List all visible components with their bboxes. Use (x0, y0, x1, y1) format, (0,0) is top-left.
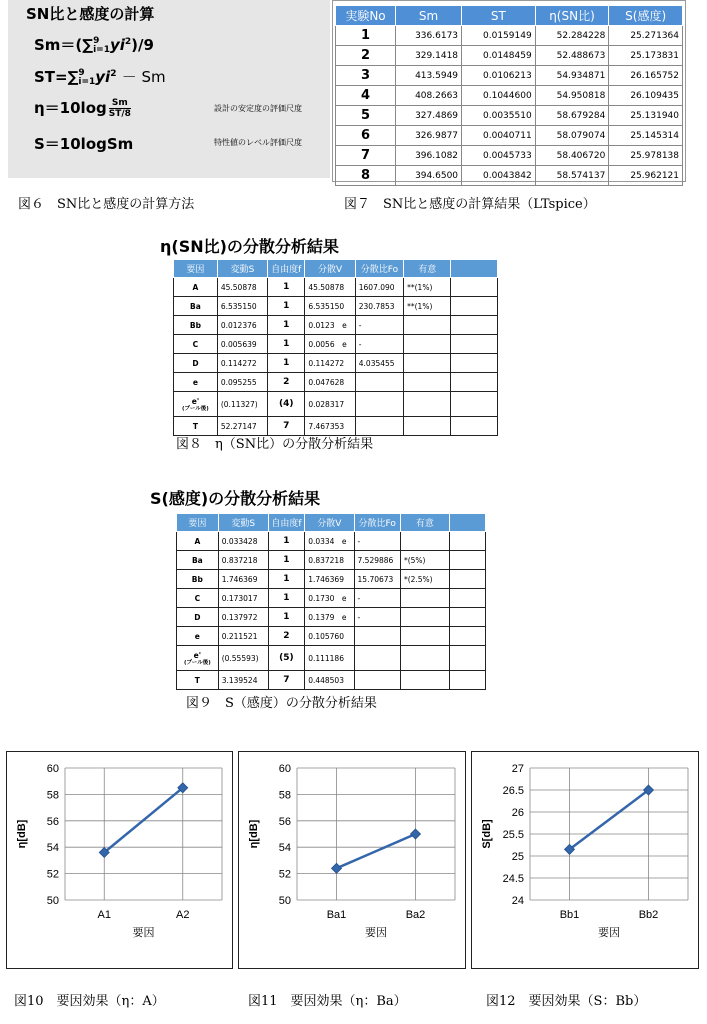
table-cell: 0.095255 (217, 373, 267, 392)
table-cell (174, 316, 218, 335)
table-cell (174, 354, 218, 373)
table-cell (174, 392, 218, 417)
table-cell: 0.1379 e (305, 608, 354, 627)
table-cell: **(1%) (404, 297, 451, 316)
pool-label: (プール後) (183, 659, 211, 666)
column-header: 変動S (218, 514, 268, 532)
chart-eta-a (7, 752, 234, 970)
data-point (332, 863, 342, 873)
table-cell: - (354, 532, 400, 551)
table-cell-empty (451, 354, 498, 373)
table-cell: 54.934871 (535, 66, 609, 86)
x-tick-label: Ba2 (405, 909, 426, 921)
table-cell: 0.0106213 (462, 66, 536, 86)
pool-label: (プール後) (182, 405, 209, 412)
data-point (411, 829, 421, 839)
table-cell-empty (449, 589, 485, 608)
table-cell: 6.535150 (217, 297, 267, 316)
table-cell: (5) (268, 646, 305, 671)
column-header: 要因 (177, 514, 219, 532)
table-cell (355, 392, 403, 417)
formula-eta-note: 設計の安定度の評価尺度 (214, 104, 302, 113)
formula-panel (8, 0, 330, 178)
table-cell-empty (449, 671, 485, 690)
table-cell: 1 (268, 551, 305, 570)
table-cell: 25.173831 (609, 46, 683, 66)
table-cell: 0.114272 (305, 354, 355, 373)
table-cell: *(2.5%) (400, 570, 449, 589)
table-cell (400, 608, 449, 627)
table-row (177, 532, 486, 551)
anova-s-title: S(感度)の分散分析結果 (150, 489, 321, 508)
factor-label: C (192, 339, 199, 349)
y-tick-label: 25.5 (502, 829, 524, 841)
table-cell: 4 (336, 86, 396, 106)
table-cell: 327.4869 (395, 106, 461, 126)
table-cell: 52.27147 (217, 417, 267, 436)
table-cell-empty (451, 316, 498, 335)
table-cell: 0.211521 (218, 627, 268, 646)
y-tick-label: 56 (278, 815, 291, 828)
fraction (109, 98, 131, 119)
table-cell: 0.0043842 (462, 166, 536, 186)
table-cell: 0.0045733 (462, 146, 536, 166)
table-cell: 0.105760 (305, 627, 354, 646)
table-cell: 25.131940 (609, 106, 683, 126)
table-cell: 4.035455 (355, 354, 403, 373)
table-cell: 58.679284 (535, 106, 609, 126)
table-cell: 7.529886 (354, 551, 400, 570)
table-cell: 6 (336, 126, 396, 146)
table-row (336, 46, 683, 66)
y-tick-label: 26 (511, 807, 524, 819)
table-cell: 1 (268, 354, 305, 373)
anova-eta-title: η(SN比)の分散分析結果 (160, 237, 339, 256)
table-cell: 58.079074 (535, 126, 609, 146)
x-tick-label: A1 (97, 909, 111, 921)
table-cell: 0.0334 e (305, 532, 354, 551)
table-cell: 1 (268, 316, 305, 335)
column-header: 有意 (400, 514, 449, 532)
table-cell: 413.5949 (395, 66, 461, 86)
table-cell (177, 671, 219, 690)
chart-panel-a (6, 751, 233, 969)
table-cell (174, 278, 218, 297)
table-row (174, 373, 498, 392)
table-row (177, 570, 486, 589)
formula-st-exp: 2 (110, 69, 117, 79)
table-row (174, 392, 498, 417)
table-cell: *(5%) (400, 551, 449, 570)
table-cell (404, 392, 451, 417)
table-cell: 6.535150 (305, 297, 355, 316)
table-cell: 3.139524 (218, 671, 268, 690)
table-row (177, 627, 486, 646)
x-axis-label: 要因 (132, 926, 155, 939)
table-cell: 336.6173 (395, 26, 461, 46)
table-cell: 7 (268, 671, 305, 690)
table-cell: 1 (268, 589, 305, 608)
y-tick-label: 52 (46, 868, 59, 881)
sum-lower: i=1 (93, 44, 110, 55)
column-header: S(感度) (609, 6, 683, 26)
table-cell: 0.033428 (218, 532, 268, 551)
table-cell: 45.50878 (217, 278, 267, 297)
table-cell (400, 589, 449, 608)
table-cell: 54.950818 (535, 86, 609, 106)
formula-st-rhs: － Sm (121, 68, 166, 86)
figure-caption-8: 図８ η（SN比）の分散分析結果 (176, 437, 374, 452)
table-cell-empty (451, 417, 498, 436)
table-row (177, 608, 486, 627)
table-cell: 52.488673 (535, 46, 609, 66)
sum-upper: 9 (78, 67, 85, 78)
x-tick-label: Bb1 (559, 909, 580, 921)
table-cell: 0.028317 (305, 392, 355, 417)
table-cell (177, 608, 219, 627)
formula-st-var: yi (95, 68, 111, 86)
factor-label: e (194, 631, 200, 641)
y-tick-label: 54 (46, 842, 59, 855)
figure-caption-10: 図10 要因効果（η：A） (14, 994, 165, 1009)
table-cell-empty (449, 570, 485, 589)
chart-panel-bb (471, 751, 699, 969)
table-row (174, 335, 498, 354)
table-cell: 5 (336, 106, 396, 126)
table-cell-empty (449, 627, 485, 646)
column-header: Sm (395, 6, 461, 26)
factor-label: T (194, 675, 200, 685)
table-cell (404, 354, 451, 373)
table-cell: 2 (268, 627, 305, 646)
table-cell (177, 532, 219, 551)
y-tick-label: 60 (46, 763, 59, 775)
figure-caption-7: 図７ SN比と感度の計算結果（LTspice） (344, 197, 596, 212)
sum-upper: 9 (93, 35, 100, 46)
table-cell: 0.0040711 (462, 126, 536, 146)
series-line (337, 834, 416, 868)
series-line (570, 790, 649, 849)
table-cell (354, 627, 400, 646)
column-header: 分散V (305, 514, 354, 532)
table-row (336, 26, 683, 46)
formula-s: S＝10logSm (34, 135, 134, 153)
table-row (177, 589, 486, 608)
factor-label: A (194, 536, 201, 546)
sum-lower: i=1 (78, 76, 96, 87)
column-header: 実験No (336, 6, 396, 26)
column-header (451, 260, 498, 278)
table-cell: 0.111186 (305, 646, 354, 671)
table-cell: 0.1044600 (462, 86, 536, 106)
table-cell: - (355, 316, 403, 335)
factor-label: A (192, 282, 199, 292)
table-row (336, 126, 683, 146)
table-cell (354, 671, 400, 690)
table-cell (355, 373, 403, 392)
sum-symbol: ∑ (67, 68, 79, 86)
table-cell-empty (451, 392, 498, 417)
x-axis-label: 要因 (598, 926, 620, 939)
y-tick-label: 50 (278, 895, 291, 907)
table-cell: 326.9877 (395, 126, 461, 146)
table-cell: 0.1730 e (305, 589, 354, 608)
y-axis-label: η[dB] (248, 819, 260, 849)
table-cell (404, 373, 451, 392)
figure-caption-12: 図12 要因効果（S：Bb） (486, 994, 647, 1009)
table-cell: 408.2663 (395, 86, 461, 106)
table-cell: 7 (336, 146, 396, 166)
table-cell (174, 297, 218, 316)
table-cell: 394.6500 (395, 166, 461, 186)
column-header: 要因 (174, 260, 218, 278)
table-cell: 1 (268, 278, 305, 297)
table-row (177, 671, 486, 690)
table-cell-empty (451, 278, 498, 297)
table-cell (174, 373, 218, 392)
factor-label: D (192, 358, 199, 368)
column-header: 自由度f (268, 514, 305, 532)
table-cell-empty (451, 373, 498, 392)
table-cell: 0.173017 (218, 589, 268, 608)
y-tick-label: 60 (278, 763, 291, 775)
table-cell: 0.0148459 (462, 46, 536, 66)
figure-caption-11: 図11 要因効果（η：Ba） (248, 994, 407, 1009)
table-cell: (0.55593) (218, 646, 268, 671)
table-cell: 58.574137 (535, 166, 609, 186)
table-cell: 0.114272 (217, 354, 267, 373)
table-cell: 1 (336, 26, 396, 46)
table-cell: 329.1418 (395, 46, 461, 66)
y-axis-label: S[dB] (481, 819, 493, 849)
x-tick-label: Bb2 (638, 909, 659, 921)
table-cell-empty (449, 551, 485, 570)
table-cell: 396.1082 (395, 146, 461, 166)
formula-sm (34, 34, 154, 55)
table-cell: 0.837218 (305, 551, 354, 570)
factor-label: e' (193, 650, 202, 660)
table-cell: 45.50878 (305, 278, 355, 297)
table-cell: - (354, 589, 400, 608)
table-cell: 1 (268, 297, 305, 316)
formula-sm-exp: 2 (124, 37, 132, 47)
table-cell: (0.11327) (217, 392, 267, 417)
table-row (336, 66, 683, 86)
y-tick-label: 58 (46, 789, 59, 802)
series-line (104, 788, 183, 853)
fraction-denominator: ST/8 (108, 109, 131, 119)
y-tick-label: 54 (278, 842, 291, 855)
formula-sm-rhs: )/9 (131, 36, 154, 54)
table-cell: 1 (268, 532, 305, 551)
table-cell: 1607.090 (355, 278, 403, 297)
factor-label: e' (191, 396, 200, 406)
table-cell: 0.047628 (305, 373, 355, 392)
chart-s-bb (472, 752, 700, 970)
x-tick-label: A2 (176, 909, 190, 921)
factor-label: Bb (191, 574, 203, 584)
table-cell: 1 (268, 335, 305, 354)
table-cell: **(1%) (404, 278, 451, 297)
table-cell-empty (451, 297, 498, 316)
table-cell (174, 335, 218, 354)
y-tick-label: 24.5 (502, 873, 524, 885)
column-header: 分散比Fo (354, 514, 400, 532)
table-row (336, 106, 683, 126)
y-tick-label: 50 (46, 895, 59, 907)
table-cell: 2 (336, 46, 396, 66)
table-row (336, 146, 683, 166)
y-tick-label: 56 (46, 815, 59, 828)
factor-label: e (192, 377, 198, 387)
table-cell: 0.837218 (218, 551, 268, 570)
table-cell (400, 532, 449, 551)
table-cell: 25.978138 (609, 146, 683, 166)
table-cell (400, 627, 449, 646)
table-cell (354, 646, 400, 671)
table-cell: 52.284228 (535, 26, 609, 46)
table-cell: 25.271364 (609, 26, 683, 46)
table-cell: 2 (268, 373, 305, 392)
column-header (449, 514, 485, 532)
anova-eta-table (173, 259, 498, 436)
column-header: 分散比Fo (355, 260, 403, 278)
y-tick-label: 58 (278, 789, 291, 802)
table-cell: 58.406720 (535, 146, 609, 166)
y-tick-label: 25 (511, 851, 524, 863)
table-cell: 0.0123 e (305, 316, 355, 335)
formula-sm-var: yi (109, 36, 125, 54)
fraction-numerator: Sm (109, 98, 131, 109)
y-tick-label: 52 (278, 868, 291, 881)
column-header: 自由度f (268, 260, 305, 278)
factor-label: Bb (189, 320, 201, 330)
table-cell: 7 (268, 417, 305, 436)
y-axis-label: η[dB] (16, 819, 28, 849)
table-cell-empty (449, 646, 485, 671)
column-header: ST (462, 6, 536, 26)
table-cell: 8 (336, 166, 396, 186)
column-header: 変動S (217, 260, 267, 278)
table-cell-empty (449, 532, 485, 551)
table-cell (404, 417, 451, 436)
results-table-panel (332, 0, 686, 182)
formula-st-lhs: ST= (34, 68, 68, 86)
table-cell (177, 589, 219, 608)
table-row (174, 278, 498, 297)
table-cell: 25.962121 (609, 166, 683, 186)
factor-label: T (192, 421, 198, 431)
anova-s-table (176, 513, 486, 690)
factor-label: D (194, 612, 201, 622)
factor-label: C (194, 593, 201, 603)
formula-sm-lhs: Sm＝( (34, 36, 83, 54)
table-cell (404, 316, 451, 335)
column-header: 有意 (404, 260, 451, 278)
column-header: η(SN比) (535, 6, 609, 26)
table-row (174, 297, 498, 316)
formula-eta-lhs: η＝10log (34, 99, 107, 117)
table-cell: (4) (268, 392, 305, 417)
sum-symbol: ∑ (82, 36, 94, 54)
table-cell: 0.005639 (217, 335, 267, 354)
table-cell: 26.165752 (609, 66, 683, 86)
formula-title: SN比と感度の計算 (26, 5, 155, 23)
table-row (177, 551, 486, 570)
table-row (336, 166, 683, 186)
table-cell-empty (451, 335, 498, 354)
factor-label: Ba (191, 555, 203, 565)
table-cell: 25.145314 (609, 126, 683, 146)
table-cell: 7.467353 (305, 417, 355, 436)
figure-caption-6: 図６ SN比と感度の計算方法 (18, 197, 195, 212)
table-cell: - (355, 335, 403, 354)
y-tick-label: 27 (511, 763, 524, 775)
y-tick-label: 26.5 (502, 785, 524, 797)
table-row (174, 354, 498, 373)
table-cell: 0.0035510 (462, 106, 536, 126)
table-cell-empty (449, 608, 485, 627)
table-cell: 230.7853 (355, 297, 403, 316)
x-axis-label: 要因 (365, 926, 387, 939)
table-cell: 0.448503 (305, 671, 354, 690)
table-cell (177, 627, 219, 646)
chart-eta-ba (239, 752, 467, 970)
table-cell (177, 570, 219, 589)
table-cell (400, 671, 449, 690)
column-header: 分散V (305, 260, 355, 278)
x-tick-label: Ba1 (326, 909, 347, 921)
table-cell: 1.746369 (305, 570, 354, 589)
table-cell: 15.70673 (354, 570, 400, 589)
table-cell: 1.746369 (218, 570, 268, 589)
formula-eta (34, 97, 131, 119)
table-cell: - (354, 608, 400, 627)
table-row (174, 316, 498, 335)
formula-st (34, 66, 166, 87)
formula-s-note: 特性値のレベル評価尺度 (214, 138, 302, 147)
table-cell: 0.0159149 (462, 26, 536, 46)
chart-panel-ba (238, 751, 466, 969)
table-cell: 3 (336, 66, 396, 86)
table-row (177, 646, 486, 671)
results-table (335, 5, 683, 186)
table-row (336, 86, 683, 106)
factor-label: Ba (190, 301, 201, 311)
table-cell (177, 551, 219, 570)
table-cell: 1 (268, 570, 305, 589)
table-cell (400, 646, 449, 671)
table-cell (404, 335, 451, 354)
figure-caption-9: 図９ S（感度）の分散分析結果 (186, 696, 377, 711)
table-cell (177, 646, 219, 671)
table-cell: 0.137972 (218, 608, 268, 627)
table-cell: 0.0056 e (305, 335, 355, 354)
table-cell: 1 (268, 608, 305, 627)
y-tick-label: 24 (511, 895, 524, 907)
table-cell: 0.012376 (217, 316, 267, 335)
table-cell: 26.109435 (609, 86, 683, 106)
